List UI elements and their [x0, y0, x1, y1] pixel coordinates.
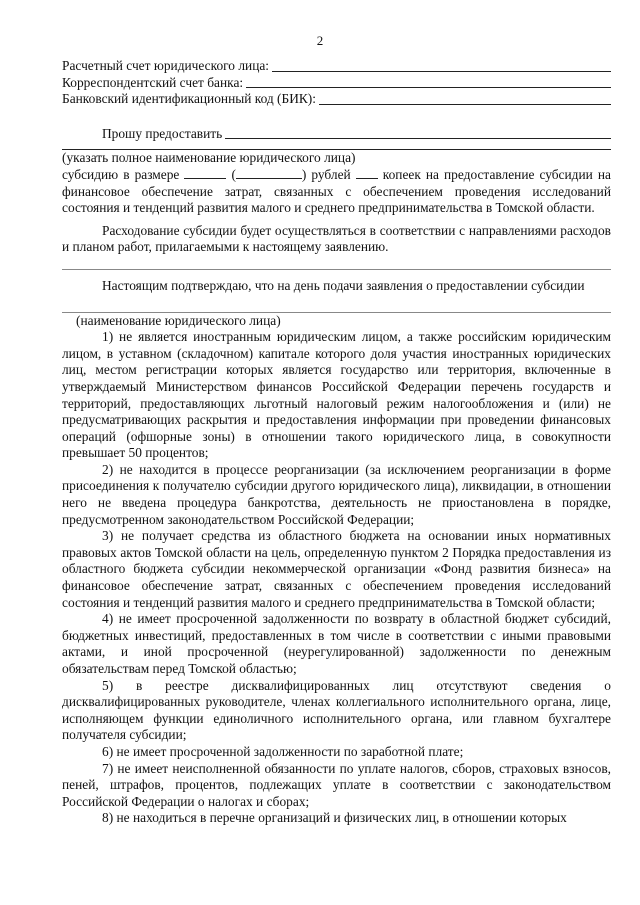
condition-item: 8) не находиться в перечне организаций и физических лиц, в отношении которых: [102, 810, 567, 826]
corr-account-field: [62, 75, 611, 92]
request-caption: (указать полное наименование юридического лица): [62, 150, 356, 166]
subsidy-paragraph: субсидию в размере ( ) рублей копеек на предоставление субсидии на финансовое обеспечение затрат, связанных с обеспечением проведения исследований состояния и тенденций развития малого и среднего предпринимательства в Томской области.: [62, 166, 611, 216]
account-blank[interactable]: [272, 59, 611, 72]
account-label: Расчетный счет юридического лица:: [62, 58, 270, 73]
bik-label: Банковский идентификационный код (БИК):: [62, 91, 316, 107]
bik-field: [62, 91, 611, 108]
entity-caption: (наименование юридического лица): [76, 312, 281, 328]
corr-account-blank[interactable]: [246, 75, 611, 88]
request-label: Прошу предоставить: [102, 125, 223, 141]
condition-item: 1) не является иностранным юридическим лицом, а также российским юридическим лицом, в уставном (складочном) капитале которого доля участия иностранных юридических лиц, местом регистрации которых является государство или территория, включенные в утверждаемый Министерством финансов Российской Федерации перечень государств и территорий, предоставляющих льготный налоговый режим налогообложения и (или) не предусматривающих раскрытия и предоставления информации при проведении финансовых операций (офшорные зоны) в отношении такого юридического лица, в совокупности превышает 50 процентов;: [62, 329, 611, 461]
expenses-paragraph: Расходование субсидии будет осуществляться в соответствии с направлениями расходов и планом работ, прилагаемыми к настоящему заявлению.: [62, 222, 611, 255]
request-blank[interactable]: [225, 126, 611, 139]
account-field: [62, 58, 611, 75]
condition-item: 7) не имеет неисполненной обязанности по уплате налогов, сборов, страховых взносов, пеней, штрафов, процентов, подлежащих уплате в соответствии с законодательством Российской Федерации о налогах и сборах;: [62, 760, 611, 809]
condition-item: 4) не имеет просроченной задолженности по возврату в областной бюджет субсидий, бюджетных инвестиций, предоставленных в том числе в соответствии с иными правовыми актами, и иной просроченной (неурегулированной) задолженности по денежным обязательствам перед Томской областью;: [62, 611, 611, 676]
amount-words-blank[interactable]: [236, 167, 302, 179]
condition-item: 6) не имеет просроченной задолженности по заработной плате;: [102, 743, 464, 759]
amount-blank[interactable]: [184, 167, 226, 179]
kopeks-blank[interactable]: [356, 167, 378, 179]
condition-item: 3) не получает средства из областного бюджета на основании иных нормативных правовых актов Томской области на цель, определенную пунктом 2 Порядка предоставления из областного бюджета субсидии некоммерческой организации «Фонд развития бизнеса» на финансовое обеспечение затрат, связанных с обеспечением проведения исследований состояния и тенденций развития малого и среднего предпринимательства в Томской области;: [62, 528, 611, 610]
corr-account-label: Корреспондентский счет банка:: [62, 74, 244, 90]
request-field: [62, 126, 611, 143]
form-content: [62, 58, 611, 827]
bik-blank[interactable]: [319, 92, 611, 105]
page-number: 2: [316, 33, 324, 48]
confirm-paragraph: Настоящим подтверждаю, что на день подачи заявления о предоставлении субсидии: [102, 277, 585, 293]
condition-item: 5) в реестре дисквалифицированных лиц отсутствуют сведения о дисквалифицированных руководителе, членах коллегиального исполнительного органа, лице, исполняющем функции единоличного исполнительного органа, или главном бухгалтере получателя субсидии;: [62, 677, 611, 743]
condition-item: 2) не находится в процессе реорганизации (за исключением реорганизации в форме присоединения к получателю субсидии другого юридического лица), ликвидации, в отношении него не введена процедура банкротства, деятельность не приостановлена в порядке, предусмотренном законодательством Российской Федерации;: [62, 461, 611, 527]
